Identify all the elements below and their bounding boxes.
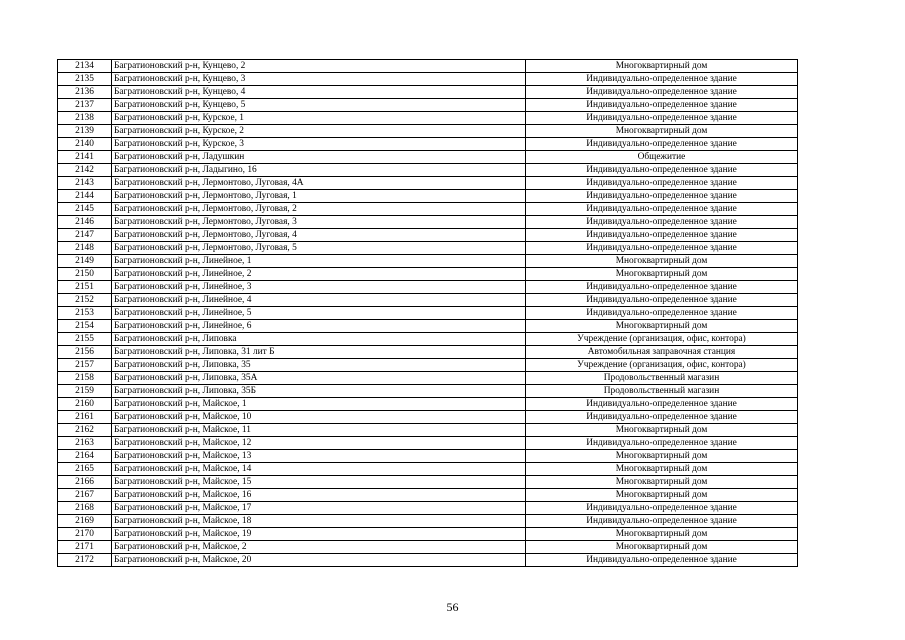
address-cell: Багратионовский р-н, Майское, 19 xyxy=(112,528,526,541)
row-number-cell: 2152 xyxy=(58,294,112,307)
table-row xyxy=(58,151,798,164)
table-row xyxy=(58,177,798,190)
table-row xyxy=(58,307,798,320)
building-type-cell: Автомобильная заправочная станция xyxy=(526,346,798,359)
building-type-cell: Индивидуально-определенное здание xyxy=(526,281,798,294)
table-row xyxy=(58,86,798,99)
table-row xyxy=(58,528,798,541)
address-cell: Багратионовский р-н, Кунцево, 4 xyxy=(112,86,526,99)
building-type-cell: Многоквартирный дом xyxy=(526,450,798,463)
address-cell: Багратионовский р-н, Лермонтово, Луговая, 4А xyxy=(112,177,526,190)
building-type-cell: Многоквартирный дом xyxy=(526,476,798,489)
building-type-cell: Индивидуально-определенное здание xyxy=(526,515,798,528)
row-number-cell: 2153 xyxy=(58,307,112,320)
address-cell: Багратионовский р-н, Курское, 2 xyxy=(112,125,526,138)
address-cell: Багратионовский р-н, Майское, 13 xyxy=(112,450,526,463)
building-type-cell: Индивидуально-определенное здание xyxy=(526,203,798,216)
row-number-cell: 2134 xyxy=(58,60,112,73)
building-type-cell: Многоквартирный дом xyxy=(526,463,798,476)
address-cell: Багратионовский р-н, Майское, 18 xyxy=(112,515,526,528)
address-cell: Багратионовский р-н, Липовка, 35 xyxy=(112,359,526,372)
table-body xyxy=(58,60,798,567)
table-row xyxy=(58,203,798,216)
table-row xyxy=(58,281,798,294)
building-type-cell: Многоквартирный дом xyxy=(526,528,798,541)
table-row xyxy=(58,164,798,177)
table-row xyxy=(58,385,798,398)
address-cell: Багратионовский р-н, Линейное, 4 xyxy=(112,294,526,307)
address-cell: Багратионовский р-н, Линейное, 5 xyxy=(112,307,526,320)
building-type-cell: Индивидуально-определенное здание xyxy=(526,307,798,320)
address-cell: Багратионовский р-н, Майское, 2 xyxy=(112,541,526,554)
building-type-cell: Индивидуально-определенное здание xyxy=(526,554,798,567)
table-row xyxy=(58,60,798,73)
address-cell: Багратионовский р-н, Липовка, 35Б xyxy=(112,385,526,398)
row-number-cell: 2154 xyxy=(58,320,112,333)
address-cell: Багратионовский р-н, Майское, 12 xyxy=(112,437,526,450)
row-number-cell: 2172 xyxy=(58,554,112,567)
table-row xyxy=(58,125,798,138)
row-number-cell: 2155 xyxy=(58,333,112,346)
building-type-cell: Многоквартирный дом xyxy=(526,320,798,333)
building-type-cell: Индивидуально-определенное здание xyxy=(526,112,798,125)
table-row xyxy=(58,541,798,554)
building-type-cell: Индивидуально-определенное здание xyxy=(526,99,798,112)
row-number-cell: 2167 xyxy=(58,489,112,502)
address-cell: Багратионовский р-н, Линейное, 6 xyxy=(112,320,526,333)
row-number-cell: 2145 xyxy=(58,203,112,216)
table-row xyxy=(58,268,798,281)
row-number-cell: 2151 xyxy=(58,281,112,294)
table-row xyxy=(58,216,798,229)
address-cell: Багратионовский р-н, Ладыгино, 16 xyxy=(112,164,526,177)
table-row xyxy=(58,320,798,333)
building-type-cell: Многоквартирный дом xyxy=(526,424,798,437)
row-number-cell: 2163 xyxy=(58,437,112,450)
table-row xyxy=(58,294,798,307)
address-cell: Багратионовский р-н, Майское, 17 xyxy=(112,502,526,515)
address-cell: Багратионовский р-н, Лермонтово, Луговая, 3 xyxy=(112,216,526,229)
building-type-cell: Индивидуально-определенное здание xyxy=(526,86,798,99)
building-type-cell: Многоквартирный дом xyxy=(526,489,798,502)
address-cell: Багратионовский р-н, Лермонтово, Луговая, 4 xyxy=(112,229,526,242)
building-type-cell: Индивидуально-определенное здание xyxy=(526,190,798,203)
page-number: 56 xyxy=(446,600,459,614)
row-number-cell: 2139 xyxy=(58,125,112,138)
building-type-cell: Индивидуально-определенное здание xyxy=(526,216,798,229)
building-type-cell: Продовольственный магазин xyxy=(526,372,798,385)
table-row xyxy=(58,112,798,125)
building-type-cell: Индивидуально-определенное здание xyxy=(526,242,798,255)
building-type-cell: Продовольственный магазин xyxy=(526,385,798,398)
table-row xyxy=(58,502,798,515)
building-type-cell: Индивидуально-определенное здание xyxy=(526,294,798,307)
row-number-cell: 2165 xyxy=(58,463,112,476)
registry-table xyxy=(57,59,798,567)
row-number-cell: 2138 xyxy=(58,112,112,125)
table-row xyxy=(58,190,798,203)
row-number-cell: 2148 xyxy=(58,242,112,255)
address-cell: Багратионовский р-н, Линейное, 1 xyxy=(112,255,526,268)
row-number-cell: 2166 xyxy=(58,476,112,489)
building-type-cell: Индивидуально-определенное здание xyxy=(526,411,798,424)
table-row xyxy=(58,372,798,385)
address-cell: Багратионовский р-н, Курское, 1 xyxy=(112,112,526,125)
address-cell: Багратионовский р-н, Майское, 11 xyxy=(112,424,526,437)
table-row xyxy=(58,242,798,255)
address-cell: Багратионовский р-н, Майское, 14 xyxy=(112,463,526,476)
table-row xyxy=(58,489,798,502)
row-number-cell: 2164 xyxy=(58,450,112,463)
table-row xyxy=(58,424,798,437)
row-number-cell: 2150 xyxy=(58,268,112,281)
address-cell: Багратионовский р-н, Майское, 15 xyxy=(112,476,526,489)
table-row xyxy=(58,333,798,346)
row-number-cell: 2149 xyxy=(58,255,112,268)
row-number-cell: 2169 xyxy=(58,515,112,528)
building-type-cell: Учреждение (организация, офис, контора) xyxy=(526,333,798,346)
address-cell: Багратионовский р-н, Кунцево, 2 xyxy=(112,60,526,73)
row-number-cell: 2146 xyxy=(58,216,112,229)
row-number-cell: 2141 xyxy=(58,151,112,164)
table-row xyxy=(58,437,798,450)
building-type-cell: Индивидуально-определенное здание xyxy=(526,73,798,86)
table-row xyxy=(58,554,798,567)
building-type-cell: Многоквартирный дом xyxy=(526,255,798,268)
building-type-cell: Учреждение (организация, офис, контора) xyxy=(526,359,798,372)
building-type-cell: Многоквартирный дом xyxy=(526,60,798,73)
address-cell: Багратионовский р-н, Майское, 1 xyxy=(112,398,526,411)
row-number-cell: 2135 xyxy=(58,73,112,86)
row-number-cell: 2137 xyxy=(58,99,112,112)
row-number-cell: 2143 xyxy=(58,177,112,190)
building-type-cell: Индивидуально-определенное здание xyxy=(526,398,798,411)
address-cell: Багратионовский р-н, Лермонтово, Луговая, 5 xyxy=(112,242,526,255)
address-cell: Багратионовский р-н, Майское, 20 xyxy=(112,554,526,567)
address-cell: Багратионовский р-н, Лермонтово, Луговая, 2 xyxy=(112,203,526,216)
row-number-cell: 2159 xyxy=(58,385,112,398)
building-type-cell: Индивидуально-определенное здание xyxy=(526,502,798,515)
row-number-cell: 2170 xyxy=(58,528,112,541)
row-number-cell: 2158 xyxy=(58,372,112,385)
building-type-cell: Общежитие xyxy=(526,151,798,164)
table-row xyxy=(58,476,798,489)
table-row xyxy=(58,398,798,411)
row-number-cell: 2171 xyxy=(58,541,112,554)
table-row xyxy=(58,73,798,86)
row-number-cell: 2156 xyxy=(58,346,112,359)
address-cell: Багратионовский р-н, Линейное, 2 xyxy=(112,268,526,281)
address-cell: Багратионовский р-н, Кунцево, 5 xyxy=(112,99,526,112)
building-type-cell: Индивидуально-определенное здание xyxy=(526,229,798,242)
building-type-cell: Индивидуально-определенное здание xyxy=(526,437,798,450)
row-number-cell: 2147 xyxy=(58,229,112,242)
table-row xyxy=(58,515,798,528)
row-number-cell: 2142 xyxy=(58,164,112,177)
address-cell: Багратионовский р-н, Ладушкин xyxy=(112,151,526,164)
row-number-cell: 2168 xyxy=(58,502,112,515)
table-row xyxy=(58,463,798,476)
row-number-cell: 2157 xyxy=(58,359,112,372)
row-number-cell: 2140 xyxy=(58,138,112,151)
row-number-cell: 2144 xyxy=(58,190,112,203)
table-row xyxy=(58,255,798,268)
address-cell: Багратионовский р-н, Майское, 16 xyxy=(112,489,526,502)
address-cell: Багратионовский р-н, Лермонтово, Луговая, 1 xyxy=(112,190,526,203)
building-type-cell: Индивидуально-определенное здание xyxy=(526,138,798,151)
building-type-cell: Многоквартирный дом xyxy=(526,125,798,138)
building-type-cell: Индивидуально-определенное здание xyxy=(526,164,798,177)
table-row xyxy=(58,450,798,463)
table-row xyxy=(58,99,798,112)
table-row xyxy=(58,359,798,372)
row-number-cell: 2161 xyxy=(58,411,112,424)
address-cell: Багратионовский р-н, Кунцево, 3 xyxy=(112,73,526,86)
address-cell: Багратионовский р-н, Липовка xyxy=(112,333,526,346)
building-type-cell: Индивидуально-определенное здание xyxy=(526,177,798,190)
row-number-cell: 2162 xyxy=(58,424,112,437)
table-row xyxy=(58,138,798,151)
address-cell: Багратионовский р-н, Линейное, 3 xyxy=(112,281,526,294)
building-type-cell: Многоквартирный дом xyxy=(526,268,798,281)
table-row xyxy=(58,229,798,242)
building-type-cell: Многоквартирный дом xyxy=(526,541,798,554)
row-number-cell: 2136 xyxy=(58,86,112,99)
address-cell: Багратионовский р-н, Липовка, 35А xyxy=(112,372,526,385)
address-cell: Багратионовский р-н, Курское, 3 xyxy=(112,138,526,151)
table-row xyxy=(58,411,798,424)
row-number-cell: 2160 xyxy=(58,398,112,411)
address-cell: Багратионовский р-н, Липовка, 31 лит Б xyxy=(112,346,526,359)
address-cell: Багратионовский р-н, Майское, 10 xyxy=(112,411,526,424)
table-row xyxy=(58,346,798,359)
